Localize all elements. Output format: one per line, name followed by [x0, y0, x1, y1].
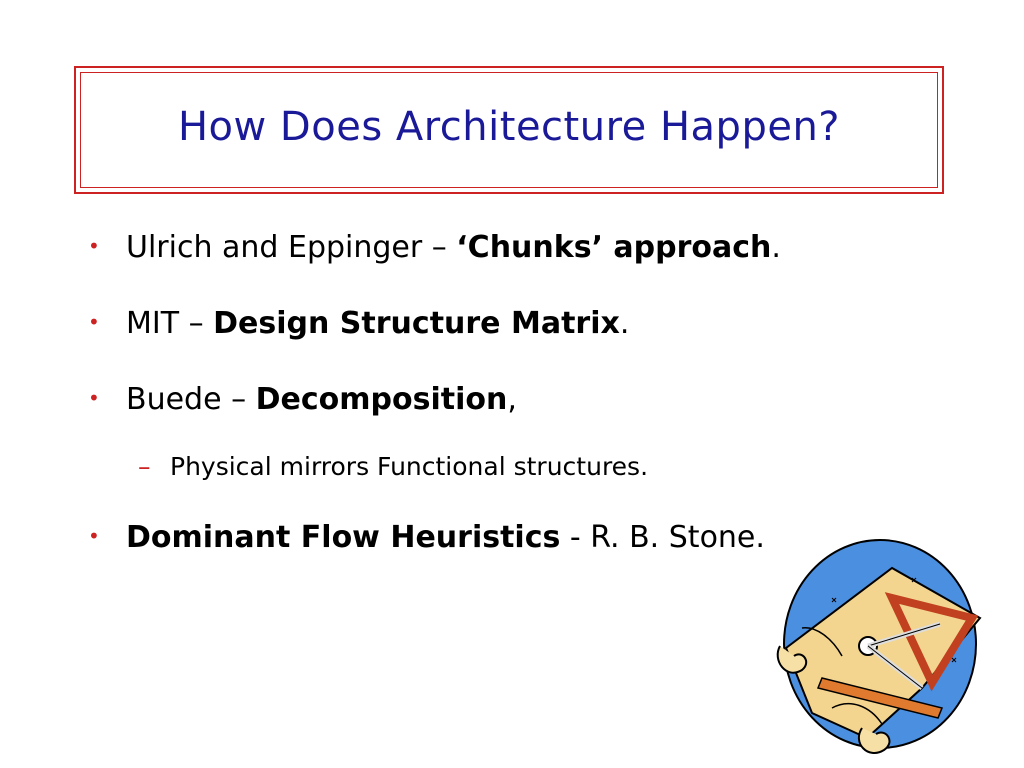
bullet-4-bold: Dominant Flow Heuristics [126, 520, 561, 555]
bullet-3-tail: , [507, 382, 517, 417]
bullet-2-text: MIT – [126, 306, 214, 341]
bullet-1-bold: ‘Chunks’ approach [456, 230, 772, 265]
drafting-tools-icon [772, 538, 992, 760]
title-frame [74, 66, 944, 194]
bullet-marker: • [88, 234, 100, 258]
bullet-1-tail: . [771, 230, 781, 265]
sub-bullet-marker: – [138, 452, 151, 481]
bullet-4-tail: - R. B. Stone. [560, 520, 765, 555]
bullet-3 [88, 382, 517, 417]
sub-bullet-text: Physical mirrors Functional structures. [170, 452, 649, 481]
bullet-3-bold: Decomposition [255, 382, 508, 417]
bullet-marker: • [88, 524, 100, 548]
slide-title: How Does Architecture Happen? [177, 104, 841, 150]
bullet-1-text: Ulrich and Eppinger – [126, 230, 457, 265]
bullet-marker: • [88, 310, 100, 334]
bullet-1 [88, 230, 781, 265]
bullet-2-tail: . [619, 306, 630, 341]
bullet-2 [88, 306, 629, 341]
bullet-4 [88, 520, 765, 555]
bullet-3-text: Buede – [126, 382, 256, 417]
sub-bullet [138, 452, 648, 481]
bullet-2-bold: Design Structure Matrix [213, 306, 620, 341]
bullet-marker: • [88, 386, 100, 410]
